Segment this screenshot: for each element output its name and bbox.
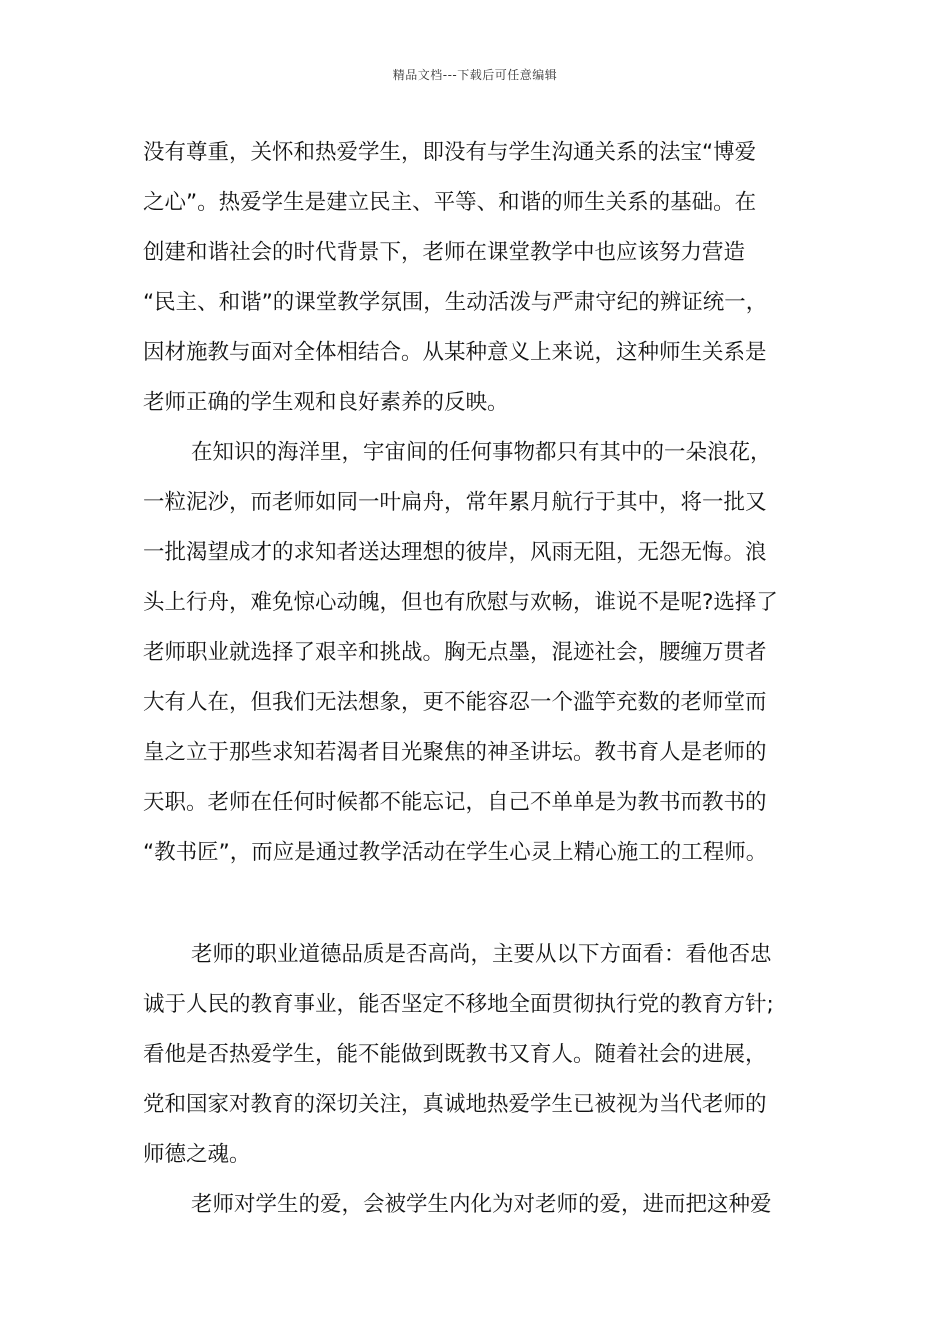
page-header: 精品文档---下载后可任意编辑: [392, 68, 558, 82]
text-line: 师德之魂。: [143, 1142, 251, 1167]
paragraph-spacer: [143, 878, 813, 930]
text-line: 老师职业就选择了艰辛和挑战。胸无点墨，混迹社会，腰缠万贯者: [143, 640, 767, 665]
text-line: 皇之立于那些求知若渴者目光聚焦的神圣讲坛。教书育人是老师的: [143, 740, 767, 765]
paragraph-4: [143, 1180, 813, 1230]
text-line: 看他是否热爱学生，能不能做到既教书又育人。随着社会的进展，: [143, 1042, 767, 1067]
text-line: 头上行舟，难免惊心动魄，但也有欣慰与欢畅，谁说不是呢?选择了: [143, 590, 778, 615]
text-line: 一粒泥沙，而老师如同一叶扁舟，常年累月航行于其中，将一批又: [143, 490, 767, 515]
text-line: 之心”。热爱学生是建立民主、平等、和谐的师生关系的基础。在: [143, 190, 757, 215]
text-line: 党和国家对教育的深切关注，真诚地热爱学生已被视为当代老师的: [143, 1092, 767, 1117]
text-line: 一批渴望成才的求知者送达理想的彼岸，风雨无阻，无怨无悔。浪: [143, 540, 767, 565]
text-line: 天职。老师在任何时候都不能忘记，自己不单单是为教书而教书的: [143, 790, 767, 815]
text-line: “教书匠”，而应是通过教学活动在学生心灵上精心施工的工程师。: [143, 840, 768, 865]
text-line: 老师对学生的爱，会被学生内化为对老师的爱，进而把这种爱: [191, 1192, 772, 1217]
text-line: 老师正确的学生观和良好素养的反映。: [143, 390, 509, 415]
text-line: 创建和谐社会的时代背景下，老师在课堂教学中也应该努力营造: [143, 240, 746, 265]
body-text: [143, 128, 813, 1230]
text-line: 因材施教与面对全体相结合。从某种意义上来说，这种师生关系是: [143, 340, 767, 365]
text-line: 大有人在，但我们无法想象，更不能容忍一个滥竽充数的老师堂而: [143, 690, 767, 715]
paragraph-2: [143, 428, 813, 878]
text-line: 老师的职业道德品质是否高尚，主要从以下方面看：看他否忠: [191, 942, 772, 967]
text-line: 没有尊重，关怀和热爱学生，即没有与学生沟通关系的法宝“博爱: [143, 140, 757, 165]
text-line: “民主、和谐”的课堂教学氛围，生动活泼与严肃守纪的辨证统一，: [143, 290, 768, 315]
text-line: 在知识的海洋里，宇宙间的任何事物都只有其中的一朵浪花，: [191, 440, 772, 465]
text-line: 诚于人民的教育事业，能否坚定不移地全面贯彻执行党的教育方针;: [143, 992, 774, 1017]
paragraph-1: [143, 128, 813, 428]
paragraph-3: [143, 930, 813, 1180]
